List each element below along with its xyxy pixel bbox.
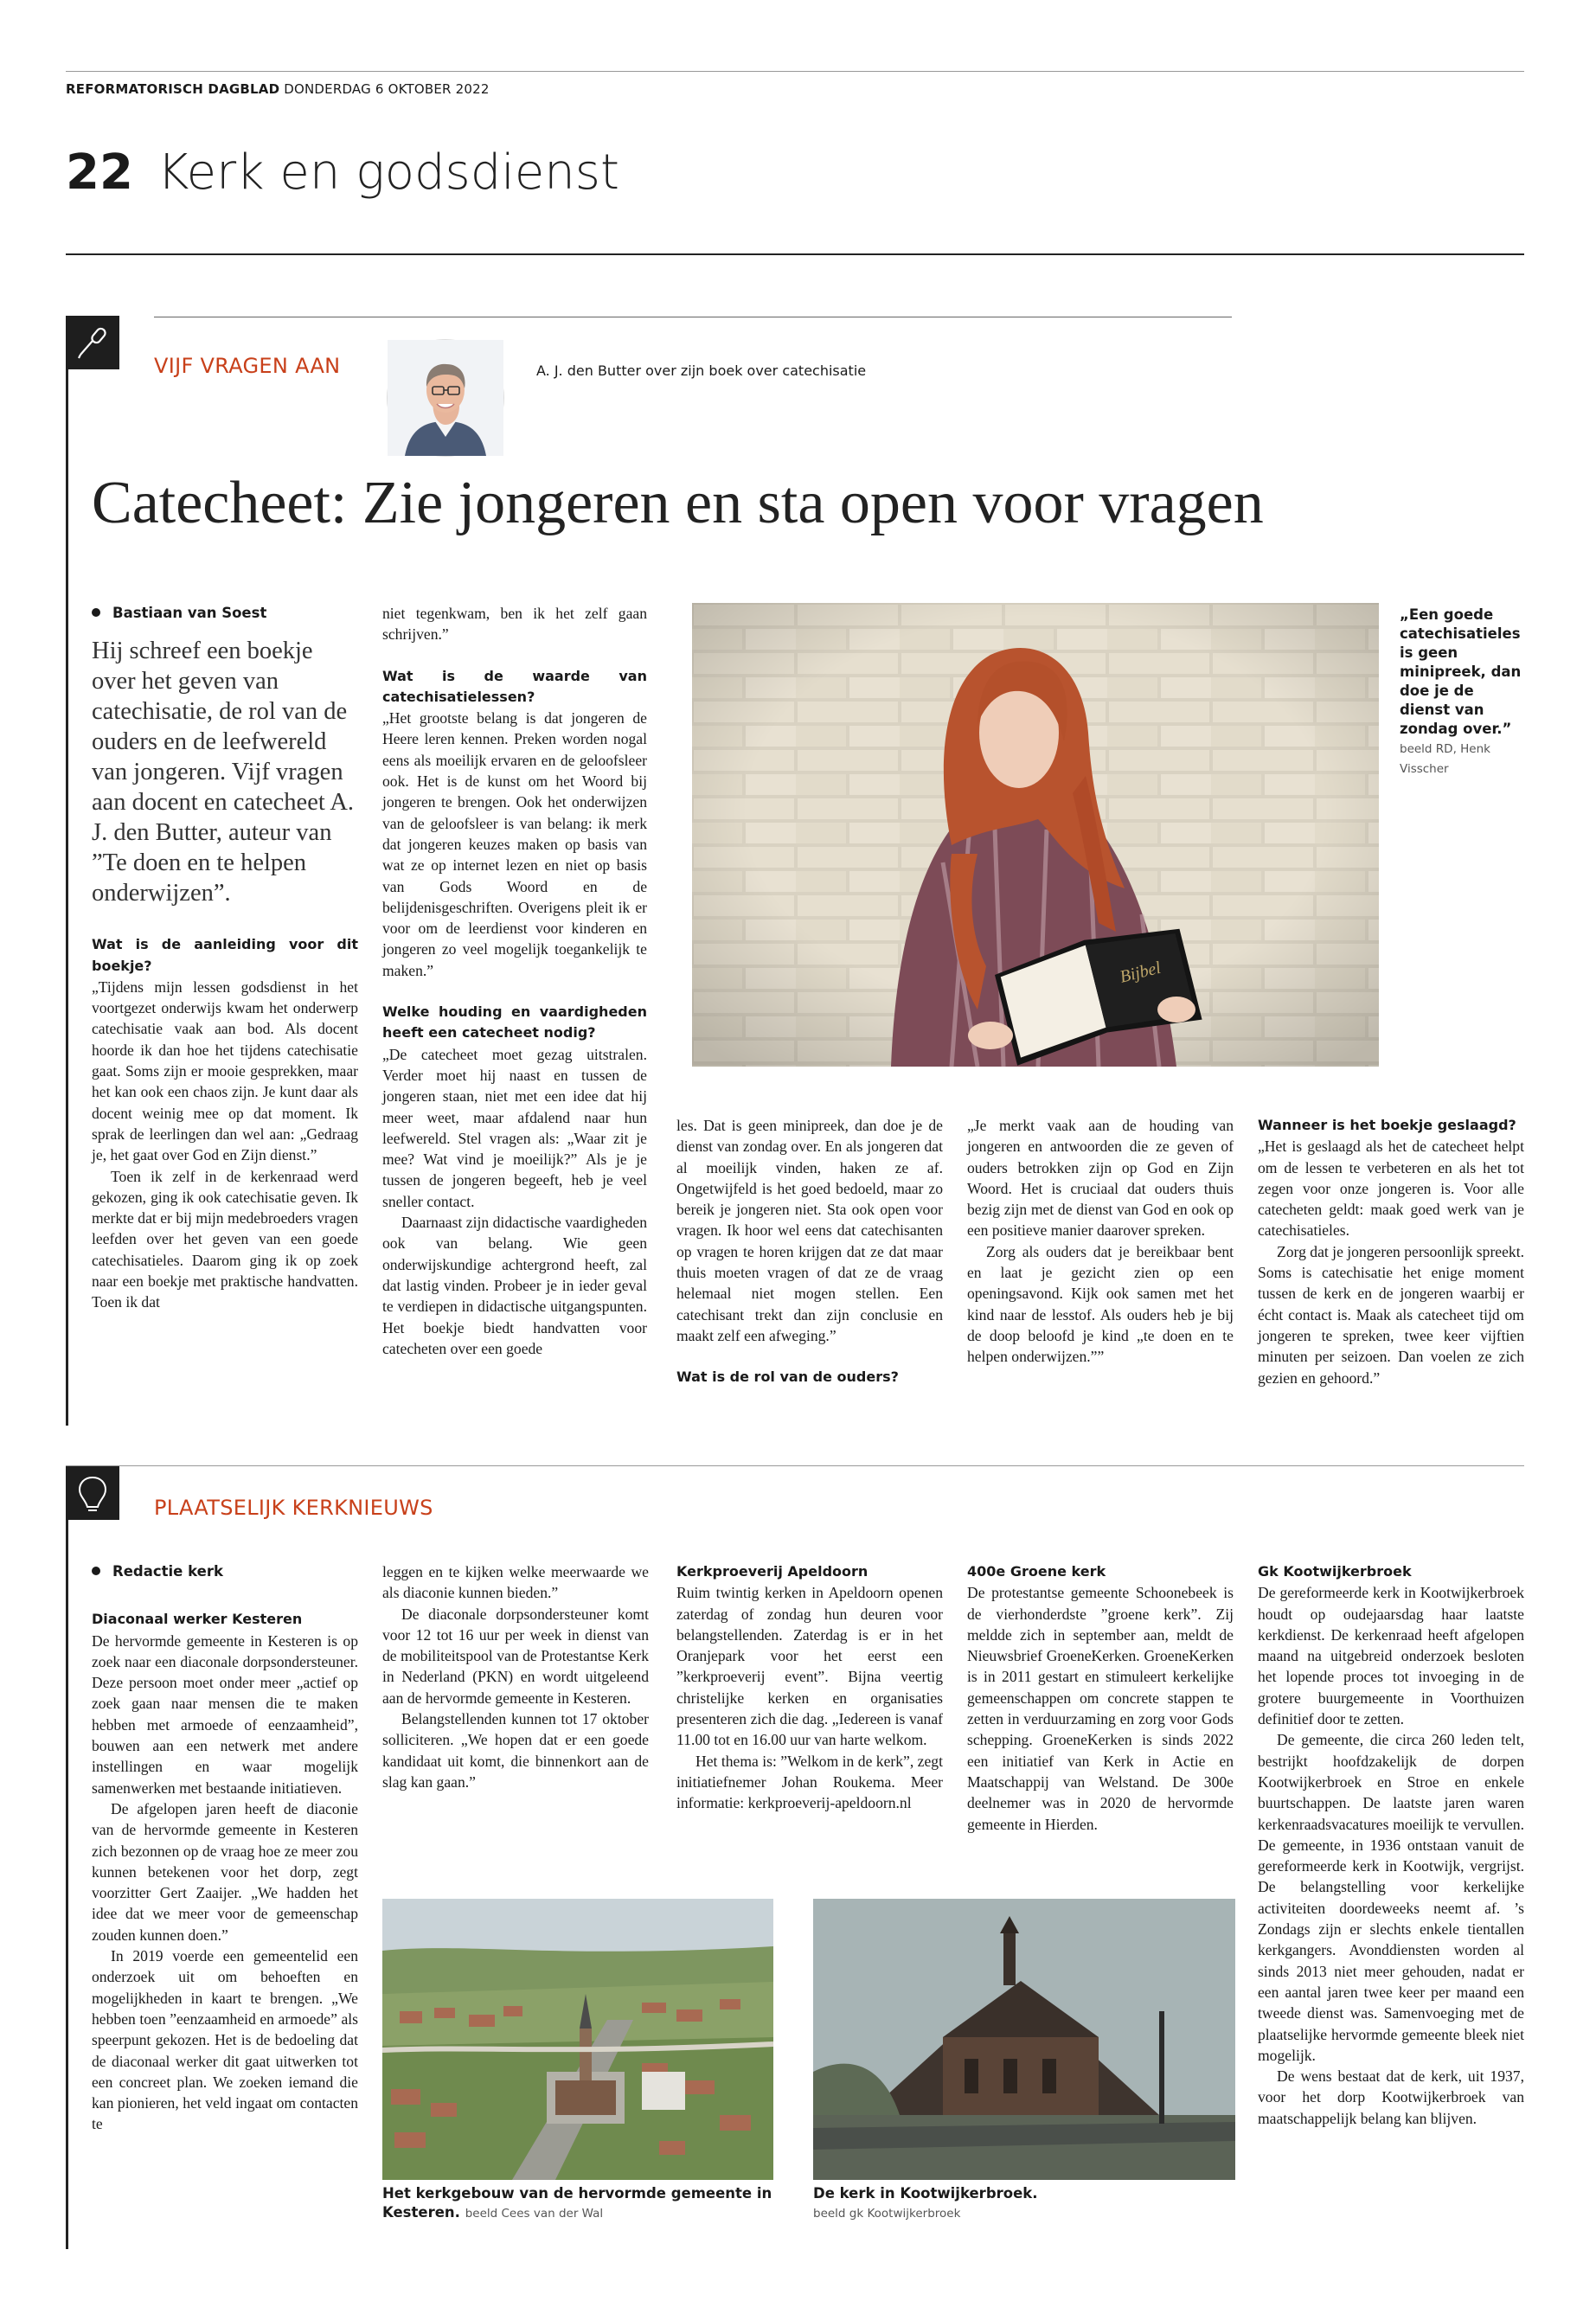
answer-3-para-3: les. Dat is geen minipreek, dan doe je de dienst van zondag over. En als jongeren dat al moeilijk vinden, haken ze af. Ongetwijfeld is het goed bedoeld, maar zo bereik je jongeren niet. Sta ook open voor vragen. Ik hoor wel eens dat catechisanten op vragen te horen krijgen dat ze dat maar thuis moeten vragen of dat ze de vraag helemaal niet mogen stellen. Een catechisant trekt dan zijn conclusie en maakt zelf een afweging.”	[676, 1117, 943, 1344]
question-4: Wat is de rol van de ouders?	[676, 1368, 899, 1386]
groene-title: 400e Groene kerk	[967, 1563, 1106, 1580]
answer-1-para-1: „Tijdens mijn lessen godsdienst in het voortgezet onderwijs kwam het onderwerp catechisatie vaak aan bod. Als docent hoorde ik dan hoe het tijdens catechisatie gaat. Soms zijn er mooie gesprekken, maar het kan ook een chaos zijn. Je kunt daar als docent weinig mee op dat moment. Ik sprak de leerlingen dan wel aan: „Gedraag je, het gaat over God en Zijn dienst.”	[92, 977, 358, 1164]
apeldoorn-title: Kerkproeverij Apeldoorn	[676, 1563, 869, 1580]
feature-intro: Hij schreef een boekje over het geven van catechisatie, de rol van de ouders en de leefwereld van jongeren. Vijf vragen aan docent en catecheet A. J. den Butter, auteur van ”Te doen en te helpen onderwijzen”.	[92, 638, 355, 907]
photo-credit: beeld RD, Henk Visscher	[1400, 742, 1490, 776]
feature-side-rule	[66, 337, 68, 1426]
feature-column-2	[382, 603, 647, 1426]
kesteren-para-4: leggen en te kijken welke meerwaarde we als diaconie kunnen bieden.”	[382, 1563, 649, 1602]
kesteren-para-3: In 2019 voerde een gemeentelid een onderzoek uit om behoeften en mogelijkheden in kaart te brengen. „We hebben toen ”eenzaamheid en armoede” als speerpunt gekozen. Het is de bedoeling dat de diaconaal werker dit gaat uitwerken tot een concreet plan. We zoeken iemand die kan pionieren, het veld ingaat om contacten te	[92, 1947, 358, 2133]
microphone-icon	[66, 316, 119, 369]
bible-label: Bijbel	[1118, 958, 1163, 987]
lightbulb-icon	[66, 1466, 119, 1520]
feature-photo	[692, 603, 1379, 1067]
answer-4-para-2: Zorg als ouders dat je bereikbaar bent en laat je gezicht zien op een openingsavond. Kijk ook samen met het kind naar de lesstof. Als ouders heb je bij de doop beloofd je kind „te doen en te helpen onderwijzen.””	[967, 1242, 1234, 1366]
news-column-2	[382, 1561, 649, 1791]
apeldoorn-para-1: Ruim twintig kerken in Apeldoorn openen zaterdag of zondag hun deuren voor belangstellenden. Zaterdag is er in het Oranjepark voor het eerst een ”kerkproeverij event”. Bijna veertig christelijke kerken en organisaties presenteren zich die dag. „Iedereen is vanaf 11.00 tot en 16.00 uur van harte welkom.	[676, 1584, 943, 1749]
author-portrait	[388, 340, 503, 456]
kootwijk-caption-text: De kerk in Kootwijkerbroek.	[813, 2185, 1038, 2202]
news-side-rule	[66, 1488, 68, 2249]
answer-5-para-1: „Het is geslaagd als het de catecheet helpt om de lessen te verbeteren en als het tot zegen voor onze jongeren is. Voor alle catecheten geldt: maak goed werk van je catechisatieles.	[1258, 1138, 1524, 1240]
question-5: Wanneer is het boekje geslaagd?	[1258, 1117, 1516, 1133]
answer-4-para-1: „Je merkt vaak aan de houding van jongeren en antwoorden die ze geven of ouders betrokken zijn op God en Zijn Woord. Het is cruciaal dat ouders thuis bezig zijn met de dienst van God en ook op een positieve manier daarover spreken.	[967, 1117, 1234, 1240]
groene-para-1: De protestantse gemeente Schoonebeek is de vierhonderdste ”groene kerk”. Zij meldde zich in september aan, meldt de Nieuwsbrief GroeneKerken. GroeneKerken is in 2011 gestart en stimuleert kerkelijke gemeenschappen om concrete stappen te zetten in verduurzaming en zorg voor Gods schepping. GroeneKerken is sinds 2022 een initiatief van Kerk in Actie en Maatschappij van Welstand. De 300e deelnemer was in 2020 de hervormde gemeente in Hierden.	[967, 1584, 1234, 1833]
apeldoorn-para-2: Het thema is: ”Welkom in de kerk”, zegt initiatiefnemer Johan Roukema. Meer informatie: kerkproeverij-apeldoorn.nl	[676, 1752, 943, 1812]
kesteren-photo	[382, 1899, 773, 2180]
kesteren-para-1: De hervormde gemeente in Kesteren is op zoek naar een diaconale dorpsondersteuner. Deze persoon moet onder meer „actief op zoek gaan naar mensen die te maken hebben met armoede of eenzaamheid”, bouwen aan een netwerk met andere instellingen en waar mogelijk samenwerken met bestaande initiatieven.	[92, 1631, 358, 1797]
kootwijk-title: Gk Kootwijkerbroek	[1258, 1563, 1412, 1580]
photo-caption	[1400, 606, 1524, 779]
question-3: Welke houding en vaardigheden heeft een catecheet nodig?	[382, 1003, 647, 1042]
question-1: Wat is de aanleiding voor dit boekje?	[92, 936, 358, 974]
feature-column-5	[1258, 1115, 1524, 1426]
feature-headline: Catecheet: Zie jongeren en sta open voor vragen	[92, 470, 1264, 536]
answer-1-para-2: Toen ik zelf in de kerkenraad werd gekozen, ging ik ook catechisatie geven. Ik merkte dat er bij mijn medebroeders vragen leefden over het geven van een goede catechisatieles. Daarom ging ik op zoek naar een boekje met praktische handvatten. Toen ik dat	[92, 1167, 358, 1311]
feature-byline: Bastiaan van Soest	[92, 603, 358, 624]
kesteren-para-5: De diaconale dorpsondersteuner komt voor 12 tot 16 uur per week in dienst van de mobiliteitspool van de Protestantse Kerk in Nederland (PKN) en wordt uitgeleend aan de hervormde gemeente in Kesteren.	[382, 1605, 649, 1707]
feature-subject: A. J. den Butter over zijn boek over catechisatie	[536, 362, 867, 379]
page-number: 22	[66, 144, 133, 201]
news-column-1	[92, 1561, 358, 2253]
answer-1-para-3: niet tegenkwam, ben ik het zelf gaan schrijven.”	[382, 605, 647, 644]
paper-name: REFORMATORISCH DAGBLAD	[66, 81, 280, 97]
kesteren-caption-credit: beeld Cees van der Wal	[465, 2207, 604, 2221]
kesteren-caption	[382, 2184, 773, 2223]
answer-2: „Het grootste belang is dat jongeren de Heere leren kennen. Preken worden nogal eens als moeilijk ervaren en de geloofsleer ook. Het is de kunst om het Woord bij jongeren te brengen. Ook het onderwijzen van de geloofsleer is van belang: ik merk dat jongeren keuzes maken op basis van wat ze op internet lezen en niet op basis van Gods Woord en de belijdenisgeschriften. Overigens pleit ik er voor om de leerdienst voor kinderen en jongeren zo veel mogelijk toegankelijk te maken.”	[382, 709, 647, 979]
news-byline: Redactie kerk	[92, 1561, 358, 1582]
question-2: Wat is de waarde van catechisatielessen?	[382, 667, 647, 705]
section-header	[66, 143, 619, 203]
issue-date: DONDERDAG 6 OKTOBER 2022	[284, 81, 490, 97]
section-title: Kerk en godsdienst	[157, 144, 619, 201]
news-column-4	[967, 1561, 1234, 1833]
kootwijk-para-1: De gereformeerde kerk in Kootwijkerbroek houdt op oudejaarsdag haar laatste kerkdienst. De kerkenraad heeft afgelopen maand na uitgebreid onderzoek besloten het lopende proces tot invoeging in de grotere buurgemeente in Voorthuizen definitief door te zetten.	[1258, 1584, 1524, 1728]
feature-column-3	[676, 1115, 943, 1426]
kootwijk-para-2: De gemeente, die circa 260 leden telt, bestrijkt hoofdzakelijk de dorpen Kootwijkerbroek en Stroe en enkele buurtschappen. De laatste jaren waren kerkenraadsvacatures moeilijk te vervullen. De gemeente, in 1936 ontstaan vanuit de gereformeerde kerk in Kootwijk, vergrijst. De belangstelling voor kerkelijke activiteiten doordeweeks neemt af. ’s Zondags zijn er slechts enkele tientallen kerkgangers. Avonddiensten worden al sinds 2013 niet meer gehouden, nadat er een aantal jaren twee keer per maand een tweede dienst was. Samenvoeging met de plaatselijke hervormde gemeente bleek niet mogelijk.	[1258, 1731, 1524, 2064]
answer-5-para-2: Zorg dat je jongeren persoonlijk spreekt. Soms is catechisatie het enige moment tussen de kerk en de jongeren waarbij er écht contact is. Maak als catecheet tijd om jongeren te spreken, twee keer vijftien minuten per seizoen. Dan voelen ze zich gezien en gehoord.”	[1258, 1242, 1524, 1387]
masthead	[66, 81, 490, 97]
news-column-3	[676, 1561, 943, 1812]
news-kicker: PLAATSELIJK KERKNIEUWS	[154, 1496, 433, 1520]
answer-3-para-1: „De catecheet moet gezag uitstralen. Verder moet hij naast en tussen de jongeren staan, niet met een idee dat hij meer weet, maar afdalend naar hun leefwereld. Stel vragen als: „Waar zit je mee? Wat vind je moeilijk?” Als je je tussen de jongeren begeeft, heb je veel sneller contact.	[382, 1045, 647, 1210]
feature-column-4	[967, 1115, 1234, 1426]
news-column-5	[1258, 1561, 1524, 2253]
kesteren-title: Diaconaal werker Kesteren	[92, 1611, 303, 1628]
kootwijk-para-3: De wens bestaat dat de kerk, uit 1937, voor het dorp Kootwijkerbroek van maatschappelijk belang kan blijven.	[1258, 2067, 1524, 2127]
kesteren-para-2: De afgelopen jaren heeft de diaconie van de hervormde gemeente in Kesteren zich bezonnen op de vraag hoe ze meer zou kunnen betekenen voor het dorp, zegt voorzitter Gert Zaaijer. „We hadden het idee dat we meer voor de gemeenschap zouden kunnen doen.”	[92, 1799, 358, 1944]
photo-quote: „Een goede catechisatieles is geen minipreek, dan doe je de dienst van zondag over.”	[1400, 606, 1522, 737]
kesteren-caption-text: Het kerkgebouw van de hervormde gemeente in Kesteren.	[382, 2185, 772, 2221]
kootwijk-caption	[813, 2184, 1235, 2223]
feature-column-1	[92, 603, 358, 1426]
kootwijk-photo	[813, 1899, 1235, 2180]
answer-3-para-2: Daarnaast zijn didactische vaardigheden ook van belang. Wie geen onderwijskundige achtergrond heeft, zal dat lastig vinden. Probeer je in ieder geval te verdiepen in didactische uitgangspunten. Het boekje biedt handvatten voor catecheten over een goede	[382, 1214, 647, 1357]
feature-kicker: VIJF VRAGEN AAN	[154, 354, 341, 378]
kootwijk-caption-credit: beeld gk Kootwijkerbroek	[813, 2207, 961, 2221]
kesteren-para-6: Belangstellenden kunnen tot 17 oktober solliciteren. „We hopen dat er een goede kandidaat uit komt, die binnenkort aan de slag kan gaan.”	[382, 1710, 649, 1791]
